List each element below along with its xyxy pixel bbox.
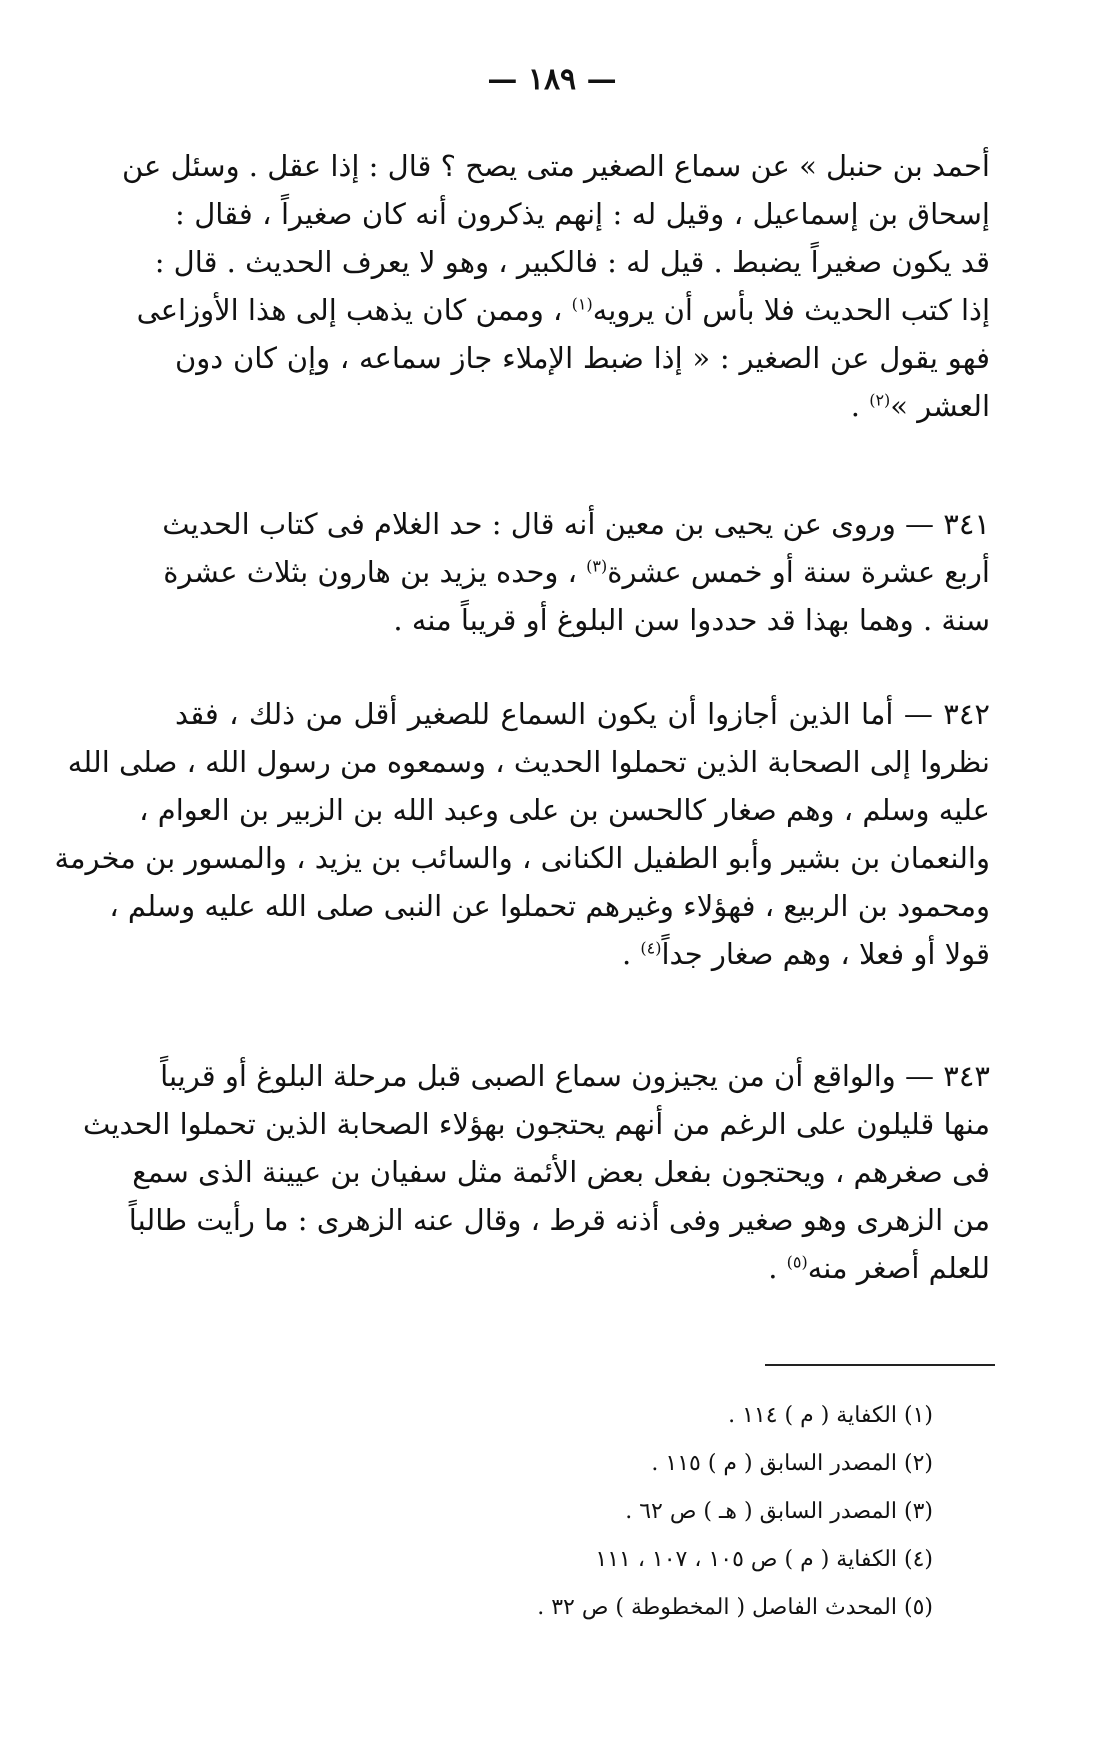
footnote-ref-5: (٥) [786, 1252, 808, 1272]
paragraph-line: ٣٤٢ — أما الذين أجازوا أن يكون السماع للصغير أقل من ذلك ، فقد [175, 697, 990, 731]
paragraph-line [175, 382, 990, 430]
paragraph-line: والنعمان بن بشير وأبو الطفيل الكنانى ، والسائب بن يزيد ، والمسور بن مخرمة [54, 841, 990, 875]
line-text: . [850, 389, 870, 423]
line-text: أربع عشرة سنة أو خمس عشرة [607, 555, 990, 589]
paragraph-line [175, 930, 990, 978]
paragraph-line: نظروا إلى الصحابة الذين تحملوا الحديث ، وسمعوه من رسول الله ، صلى الله [67, 745, 990, 779]
line-text: ، وحده يزيد بن هارون بثلاث عشرة [163, 555, 587, 589]
footnote-4: (٤) الكفاية ( م ) ص ١٠٥ ، ١٠٧ ، ١١١ [595, 1547, 933, 1572]
paragraph-line [163, 548, 990, 596]
footnote-ref-4: (٤) [640, 938, 662, 958]
line-text: ، وممن كان يذهب إلى هذا الأوزاعى [136, 293, 572, 327]
paragraph-line: عليه وسلم ، وهم صغار كالحسن بن على وعبد الله بن الزبير بن العوام ، [139, 793, 990, 827]
footnote-2: (٢) المصدر السابق ( م ) ١١٥ . [651, 1451, 933, 1476]
paragraph-line [136, 286, 990, 334]
paragraph-line: ٣٤١ — وروى عن يحيى بن معين أنه قال : حد الغلام فى كتاب الحديث [162, 507, 990, 541]
footnote-ref-3: (٣) [586, 556, 608, 576]
paragraph-line: فهو يقول عن الصغير : « إذا ضبط الإملاء جاز سماعه ، وإن كان دون [175, 341, 990, 375]
footnote-ref-1: (١) [571, 294, 593, 314]
paragraph-line: سنة . وهما بهذا قد حددوا سن البلوغ أو قريباً منه . [393, 603, 990, 637]
paragraph-line: إسحاق بن إسماعيل ، وقيل له : إنهم يذكرون أنه كان صغيراً ، فقال : [175, 197, 990, 231]
line-text: العشر » [890, 389, 990, 423]
footnotes [520, 1392, 933, 1632]
paragraph-line: فى صغرهم ، ويحتجون بفعل بعض الأئمة مثل سفيان بن عيينة الذى سمع [132, 1155, 990, 1189]
paragraph-line: ومحمود بن الربيع ، فهؤلاء وغيرهم تحملوا عن النبى صلى الله عليه وسلم ، [109, 889, 990, 923]
paragraph-342 [54, 690, 990, 978]
paragraph-line: من الزهرى وهو صغير وفى أذنه قرط ، وقال عنه الزهرى : ما رأيت طالباً [128, 1203, 990, 1237]
paragraph-1 [121, 142, 990, 430]
footnote-ref-2: (٢) [869, 390, 891, 410]
line-text: إذا كتب الحديث فلا بأس أن يرويه [592, 293, 990, 327]
paragraph-line: منها قليلون على الرغم من أنهم يحتجون بهؤلاء الصحابة الذين تحملوا الحديث [82, 1107, 990, 1141]
paragraph-341 [162, 500, 990, 644]
paragraph-line [175, 1244, 990, 1292]
line-text: . [768, 1251, 787, 1285]
line-text: قولا أو فعلا ، وهم صغار جداً [661, 937, 990, 971]
page-number: — ١٨٩ — [487, 62, 617, 97]
line-text: . [621, 937, 641, 971]
line-text: للعلم أصغر منه [807, 1251, 990, 1285]
footnote-5: (٥) المحدث الفاصل ( المخطوطة ) ص ٣٢ . [537, 1595, 933, 1620]
footnote-3: (٣) المصدر السابق ( هـ ) ص ٦٢ . [625, 1499, 933, 1524]
footnote-1: (١) الكفاية ( م ) ١١٤ . [728, 1403, 933, 1428]
paragraph-line: ٣٤٣ — والواقع أن من يجيزون سماع الصبى قبل مرحلة البلوغ أو قريباً [160, 1059, 990, 1093]
paragraph-343 [82, 1052, 990, 1292]
paragraph-line: قد يكون صغيراً يضبط . قيل له : فالكبير ، وهو لا يعرف الحديث . قال : [154, 245, 990, 279]
footnote-divider [765, 1364, 995, 1366]
paragraph-line: أحمد بن حنبل » عن سماع الصغير متى يصح ؟ قال : إذا عقل . وسئل عن [121, 149, 990, 183]
